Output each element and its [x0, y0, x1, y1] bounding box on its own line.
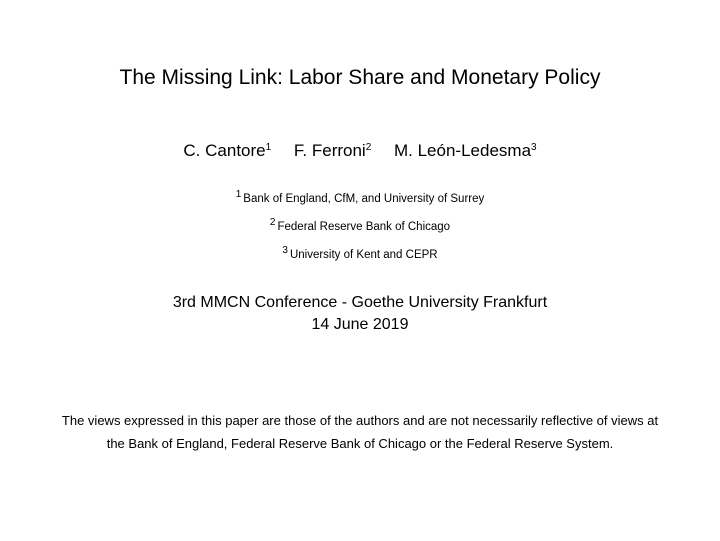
affiliation-3: [0, 247, 720, 263]
author-cantore: [183, 139, 271, 163]
affiliation-mark: 3: [282, 245, 288, 256]
affiliation-2: [0, 219, 720, 235]
author-list: [0, 139, 720, 163]
author-name: M. León-Ledesma: [394, 141, 532, 160]
author-name: F. Ferroni: [293, 141, 366, 160]
conference-date: 14 June 2019: [311, 316, 409, 333]
affiliation-mark: 1: [235, 189, 242, 200]
conference-name: 3rd MMCN Conference - Goethe University Frankfurt: [172, 294, 548, 311]
author-name: C. Cantore: [183, 141, 266, 160]
author-ferroni: [294, 139, 371, 163]
author-affiliation-mark: 1: [265, 142, 272, 153]
conference-block: [0, 292, 720, 336]
disclaimer-text: The views expressed in this paper are those of the authors and are not necessarily reflective of views at the Bank of England, Federal Reserve Bank of Chicago or the Federal Reserve System.: [61, 413, 659, 451]
affiliation-mark: 2: [269, 217, 276, 228]
author-leon-ledesma: [394, 139, 537, 163]
affiliation-text: Federal Reserve Bank of Chicago: [277, 221, 451, 233]
affiliation-text: University of Kent and CEPR: [289, 249, 438, 261]
affiliation-text: Bank of England, CfM, and University of Surrey: [243, 193, 485, 205]
author-affiliation-mark: 2: [365, 142, 372, 153]
author-affiliation-mark: 3: [531, 142, 537, 153]
presentation-title: The Missing Link: Labor Share and Monetary Policy: [119, 66, 601, 89]
affiliation-1: [0, 191, 720, 207]
